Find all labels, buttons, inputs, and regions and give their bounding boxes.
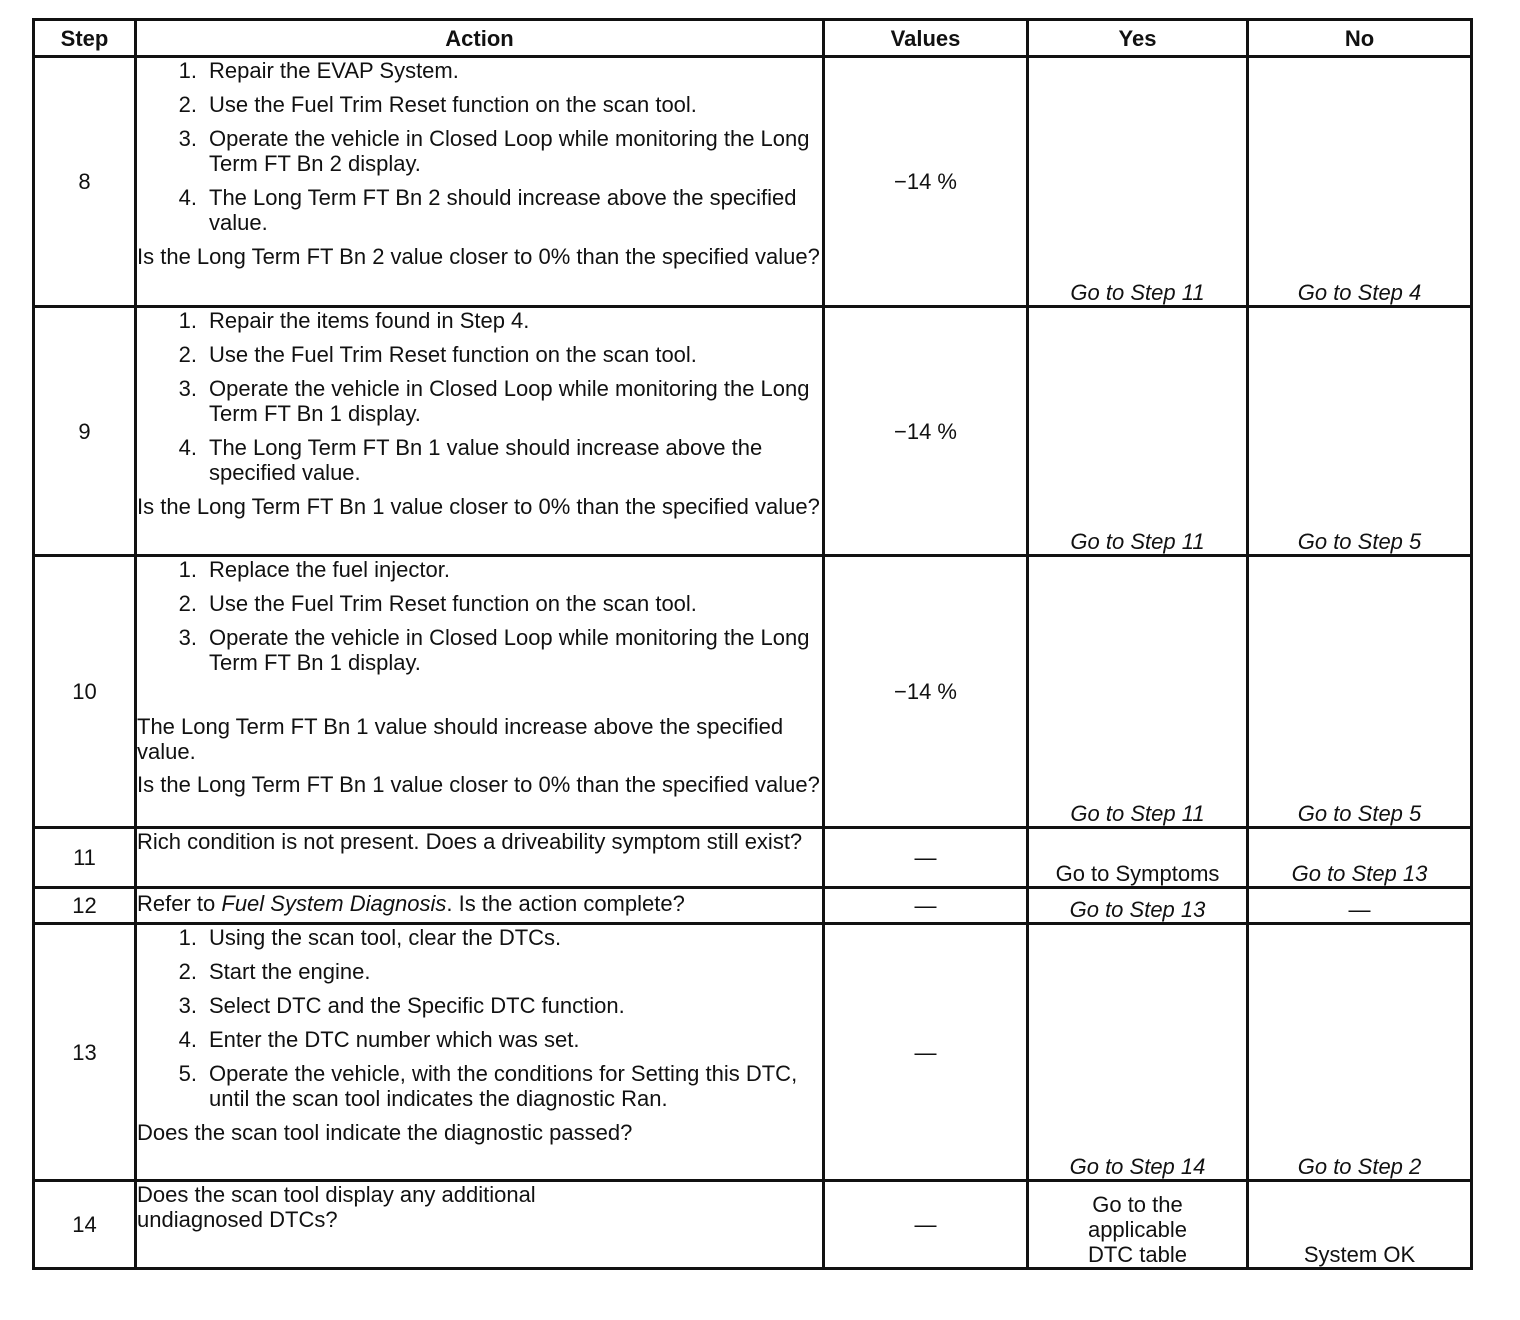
no-cell: Go to Step 5: [1248, 307, 1472, 556]
table-row-step-8: [34, 57, 1472, 307]
yes-cell: Go to Step 11: [1028, 556, 1248, 828]
list-item: 2. Use the Fuel Trim Reset function on the scan tool.: [178, 591, 697, 616]
list-item: 2. Use the Fuel Trim Reset function on the scan tool.: [178, 92, 697, 117]
reference-link: Fuel System Diagnosis: [221, 891, 447, 916]
list-item: 4. The Long Term FT Bn 2 should increase above the specified value.: [178, 185, 797, 235]
list-item: 2. Use the Fuel Trim Reset function on the scan tool.: [178, 342, 697, 367]
action-cell: [136, 924, 824, 1181]
no-cell: Go to Step 4: [1248, 57, 1472, 307]
no-cell: Go to Step 5: [1248, 556, 1472, 828]
value-cell: −14 %: [824, 307, 1028, 556]
list-item: 3. Operate the vehicle in Closed Loop while monitoring the Long Term FT Bn 1 display.: [178, 376, 810, 426]
list-item: 2. Start the engine.: [178, 959, 371, 984]
action-cell: [136, 57, 824, 307]
action-cell: [136, 828, 824, 888]
step-number: 13: [34, 924, 136, 1181]
value-cell: —: [824, 1181, 1028, 1269]
action-question: Is the Long Term FT Bn 1 value closer to 0% than the specified value?: [137, 494, 820, 519]
list-item: 1. Replace the fuel injector.: [178, 557, 450, 582]
action-cell: Refer to Fuel System Diagnosis. Is the action complete?: [136, 888, 824, 924]
action-cell: [136, 556, 824, 828]
no-cell: Go to Step 13: [1248, 828, 1472, 888]
no-cell: Go to Step 2: [1248, 924, 1472, 1181]
value-cell: −14 %: [824, 556, 1028, 828]
table-row-step-10: [34, 556, 1472, 828]
diagnostic-table: [32, 18, 1473, 1270]
action-note: The Long Term FT Bn 1 value should increase above the specified value.: [137, 714, 784, 764]
no-cell: —: [1248, 888, 1472, 924]
list-item: 1. Repair the EVAP System.: [178, 58, 459, 83]
action-cell: [136, 307, 824, 556]
yes-cell: Go to Step 13: [1028, 888, 1248, 924]
action-question: Rich condition is not present. Does a driveability symptom still exist?: [137, 829, 803, 854]
step-number: 10: [34, 556, 136, 828]
list-item: 1. Using the scan tool, clear the DTCs.: [178, 925, 562, 950]
value-cell: —: [824, 828, 1028, 888]
step-number: 14: [34, 1181, 136, 1269]
header-row: [34, 20, 1472, 57]
table-row-step-14: [34, 1181, 1472, 1269]
step-number: 11: [34, 828, 136, 888]
value-cell: —: [824, 888, 1028, 924]
list-item: 5. Operate the vehicle, with the conditions for Setting this DTC, until the scan tool indicates the diagnostic Ran.: [178, 1061, 798, 1111]
value-cell: —: [824, 924, 1028, 1181]
action-question: Does the scan tool display any additional undiagnosed DTCs?: [137, 1182, 536, 1232]
header-values: Values: [824, 20, 1028, 57]
list-item: 3. Select DTC and the Specific DTC function.: [178, 993, 625, 1018]
action-cell: [136, 1181, 824, 1269]
list-item: 3. Operate the vehicle in Closed Loop while monitoring the Long Term FT Bn 1 display.: [178, 625, 810, 675]
table-row-step-11: [34, 828, 1472, 888]
list-item: 4. Enter the DTC number which was set.: [178, 1027, 580, 1052]
step-number: 8: [34, 57, 136, 307]
list-item: 1. Repair the items found in Step 4.: [178, 308, 530, 333]
yes-cell: Go to Symptoms: [1028, 828, 1248, 888]
table-row-step-12: [34, 888, 1472, 924]
table-row-step-13: [34, 924, 1472, 1181]
value-cell: −14 %: [824, 57, 1028, 307]
header-no: No: [1248, 20, 1472, 57]
no-cell: System OK: [1248, 1181, 1472, 1269]
action-question: Is the Long Term FT Bn 1 value closer to 0% than the specified value?: [137, 772, 820, 797]
list-item: 3. Operate the vehicle in Closed Loop while monitoring the Long Term FT Bn 2 display.: [178, 126, 810, 176]
table-row-step-9: [34, 307, 1472, 556]
header-step: Step: [34, 20, 136, 57]
step-number: 12: [34, 888, 136, 924]
yes-cell: Go to the applicable DTC table: [1028, 1181, 1248, 1269]
yes-cell: Go to Step 11: [1028, 57, 1248, 307]
action-question: Does the scan tool indicate the diagnostic passed?: [137, 1120, 633, 1145]
action-question: Is the Long Term FT Bn 2 value closer to 0% than the specified value?: [137, 244, 820, 269]
header-action: Action: [136, 20, 824, 57]
header-yes: Yes: [1028, 20, 1248, 57]
yes-cell: Go to Step 11: [1028, 307, 1248, 556]
list-item: 4. The Long Term FT Bn 1 value should increase above the specified value.: [178, 435, 763, 485]
step-number: 9: [34, 307, 136, 556]
yes-cell: Go to Step 14: [1028, 924, 1248, 1181]
